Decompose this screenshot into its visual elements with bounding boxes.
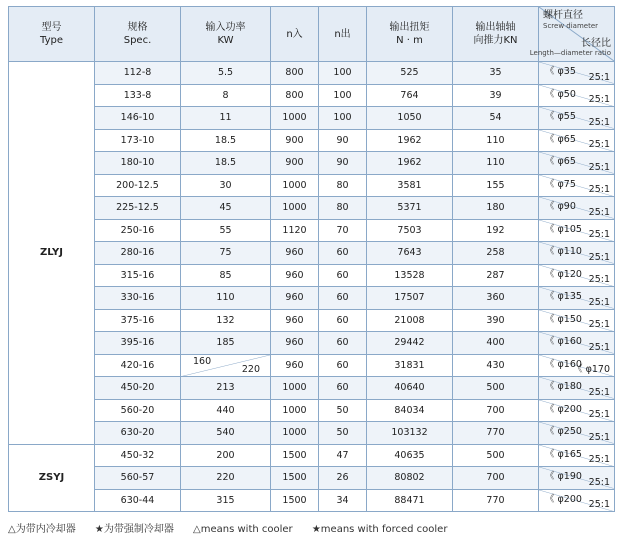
thrust-cell: 770	[453, 489, 539, 512]
power-cell: 220	[181, 467, 271, 490]
screw-diameter: 《 φ120	[545, 268, 582, 280]
spec-table	[8, 6, 615, 512]
length-diameter-ratio: 25:1	[588, 409, 610, 420]
n-out-cell: 47	[319, 444, 367, 467]
power-cell: 75	[181, 242, 271, 265]
power-cell: 440	[181, 399, 271, 422]
torque-cell: 1962	[367, 129, 453, 152]
table-row	[9, 107, 615, 130]
torque-cell: 31831	[367, 354, 453, 377]
header-spec-cn: 规格	[127, 22, 148, 33]
n-out-cell: 60	[319, 242, 367, 265]
length-diameter-ratio: 25:1	[588, 229, 610, 240]
screw-diameter: 《 φ50	[545, 88, 576, 100]
n-out-cell: 60	[319, 377, 367, 400]
spec-cell: 330-16	[95, 287, 181, 310]
torque-cell: 21008	[367, 309, 453, 332]
torque-cell: 1050	[367, 107, 453, 130]
length-diameter-ratio: 25:1	[588, 184, 610, 195]
n-out-cell: 50	[319, 422, 367, 445]
power-cell: 85	[181, 264, 271, 287]
screw-diameter: 《 φ200	[545, 493, 582, 505]
screw-diameter-a: 《 φ160	[545, 358, 582, 370]
spec-cell: 630-44	[95, 489, 181, 512]
screw-diameter: 《 φ135	[545, 291, 582, 302]
header-torque-cn: 输出扭矩	[389, 22, 430, 33]
screw-ratio-cell	[539, 489, 615, 512]
length-diameter-ratio: 25:1	[588, 499, 610, 510]
thrust-cell: 39	[453, 84, 539, 107]
screw-ratio-cell	[539, 467, 615, 490]
n-in-cell: 1120	[271, 219, 319, 242]
n-out-cell: 34	[319, 489, 367, 512]
n-out-cell: 70	[319, 219, 367, 242]
table-row	[9, 84, 615, 107]
length-diameter-ratio: 25:1	[588, 71, 610, 83]
thrust-cell: 35	[453, 62, 539, 85]
screw-diameter: 《 φ180	[545, 381, 582, 392]
screw-ratio-cell	[539, 152, 615, 175]
table-row	[9, 489, 615, 512]
header-n-out: n出	[319, 7, 367, 62]
spec-cell: 133-8	[95, 84, 181, 107]
header-power-cn: 输入功率	[205, 22, 246, 33]
length-diameter-ratio: 25:1	[588, 431, 610, 443]
thrust-cell: 700	[453, 467, 539, 490]
header-thrust	[453, 7, 539, 62]
n-out-cell: 100	[319, 62, 367, 85]
n-out-cell: 60	[319, 354, 367, 377]
note-cooler-cn: △为带内冷却器	[8, 524, 76, 535]
n-in-cell: 960	[271, 309, 319, 332]
screw-diameter: 《 φ150	[545, 313, 582, 325]
n-in-cell: 960	[271, 242, 319, 265]
n-in-cell: 1500	[271, 444, 319, 467]
length-diameter-ratio: 25:1	[588, 341, 610, 353]
n-out-cell: 80	[319, 174, 367, 197]
screw-ratio-cell	[539, 62, 615, 85]
table-body	[9, 62, 615, 512]
thrust-cell: 500	[453, 444, 539, 467]
n-out-cell: 100	[319, 107, 367, 130]
screw-ratio-cell	[539, 287, 615, 310]
length-diameter-ratio: 25:1	[588, 296, 610, 308]
thrust-cell: 770	[453, 422, 539, 445]
n-in-cell: 1000	[271, 377, 319, 400]
thrust-cell: 700	[453, 399, 539, 422]
torque-cell: 17507	[367, 287, 453, 310]
table-row	[9, 152, 615, 175]
torque-cell: 29442	[367, 332, 453, 355]
header-n-in: n入	[271, 7, 319, 62]
screw-diameter: 《 φ110	[545, 246, 582, 257]
screw-diameter: 《 φ65	[545, 133, 576, 145]
header-type-cn: 型号	[41, 22, 62, 33]
spec-cell: 375-16	[95, 309, 181, 332]
screw-ratio-cell	[539, 377, 615, 400]
thrust-cell: 180	[453, 197, 539, 220]
spec-cell: 420-16	[95, 354, 181, 377]
n-out-cell: 26	[319, 467, 367, 490]
spec-cell: 250-16	[95, 219, 181, 242]
thrust-cell: 500	[453, 377, 539, 400]
length-diameter-ratio: 25:1	[588, 454, 610, 465]
torque-cell: 525	[367, 62, 453, 85]
n-in-cell: 960	[271, 354, 319, 377]
power-cell: 8	[181, 84, 271, 107]
power-cell: 30	[181, 174, 271, 197]
n-out-cell: 90	[319, 129, 367, 152]
screw-diameter: 《 φ200	[545, 403, 582, 415]
power-cell: 5.5	[181, 62, 271, 85]
length-diameter-ratio: 25:1	[588, 251, 610, 263]
power-cell: 213	[181, 377, 271, 400]
n-out-cell: 60	[319, 332, 367, 355]
n-out-cell: 100	[319, 84, 367, 107]
screw-cell-split	[539, 354, 615, 377]
n-out-cell: 60	[319, 287, 367, 310]
header-type	[9, 7, 95, 62]
length-diameter-ratio: 25:1	[588, 476, 610, 488]
torque-cell: 13528	[367, 264, 453, 287]
thrust-cell: 54	[453, 107, 539, 130]
screw-diameter: 《 φ165	[545, 448, 582, 460]
torque-cell: 40640	[367, 377, 453, 400]
screw-diameter: 《 φ35	[545, 66, 576, 77]
spec-cell: 395-16	[95, 332, 181, 355]
length-diameter-ratio: 25:1	[588, 161, 610, 173]
n-in-cell: 960	[271, 287, 319, 310]
table-row	[9, 129, 615, 152]
torque-cell: 40635	[367, 444, 453, 467]
torque-cell: 7503	[367, 219, 453, 242]
screw-ratio-cell	[539, 242, 615, 265]
torque-cell: 3581	[367, 174, 453, 197]
spec-cell: 112-8	[95, 62, 181, 85]
header-row	[9, 7, 615, 62]
n-in-cell: 800	[271, 84, 319, 107]
spec-cell: 146-10	[95, 107, 181, 130]
torque-cell: 88471	[367, 489, 453, 512]
n-in-cell: 1000	[271, 174, 319, 197]
table-row	[9, 62, 615, 85]
length-diameter-ratio: 25:1	[588, 206, 610, 218]
power-value-b: 220	[241, 364, 260, 375]
screw-diameter-b: 《 φ170	[573, 364, 610, 375]
header-type-en: Type	[40, 35, 63, 46]
thrust-cell: 287	[453, 264, 539, 287]
note-forced-cooler-cn: ★为带强制冷却器	[94, 524, 174, 535]
screw-ratio-cell	[539, 309, 615, 332]
power-cell: 315	[181, 489, 271, 512]
screw-ratio-cell	[539, 197, 615, 220]
n-out-cell: 60	[319, 309, 367, 332]
header-screw-cn: 螺杆直径	[543, 10, 583, 21]
table-row	[9, 242, 615, 265]
torque-cell: 7643	[367, 242, 453, 265]
footnotes	[8, 520, 463, 535]
table-row	[9, 174, 615, 197]
screw-ratio-cell	[539, 107, 615, 130]
power-cell: 132	[181, 309, 271, 332]
spec-cell: 225-12.5	[95, 197, 181, 220]
screw-diameter: 《 φ55	[545, 111, 576, 122]
header-thrust-en: 向推力KN	[473, 35, 518, 46]
power-cell: 540	[181, 422, 271, 445]
screw-diameter: 《 φ90	[545, 201, 576, 212]
power-cell: 185	[181, 332, 271, 355]
table-row	[9, 287, 615, 310]
length-diameter-ratio: 25:1	[588, 116, 610, 128]
thrust-cell: 360	[453, 287, 539, 310]
screw-ratio-cell	[539, 129, 615, 152]
spec-cell: 280-16	[95, 242, 181, 265]
spec-cell: 200-12.5	[95, 174, 181, 197]
thrust-cell: 258	[453, 242, 539, 265]
header-ratio-en: Length—diameter ratio	[529, 49, 611, 57]
power-cell: 18.5	[181, 152, 271, 175]
length-diameter-ratio: 25:1	[588, 139, 610, 150]
n-in-cell: 960	[271, 332, 319, 355]
n-in-cell: 900	[271, 129, 319, 152]
thrust-cell: 400	[453, 332, 539, 355]
spec-cell: 450-32	[95, 444, 181, 467]
header-torque	[367, 7, 453, 62]
length-diameter-ratio: 25:1	[588, 274, 610, 285]
power-cell-split	[181, 354, 271, 377]
spec-cell: 450-20	[95, 377, 181, 400]
header-screw	[529, 7, 615, 62]
screw-ratio-cell	[539, 219, 615, 242]
n-in-cell: 1000	[271, 197, 319, 220]
table-row	[9, 219, 615, 242]
power-cell: 110	[181, 287, 271, 310]
screw-diameter: 《 φ160	[545, 336, 582, 347]
screw-diameter: 《 φ190	[545, 471, 582, 482]
torque-cell: 5371	[367, 197, 453, 220]
length-diameter-ratio: 25:1	[588, 319, 610, 330]
spec-sheet	[8, 6, 614, 512]
screw-ratio-cell	[539, 332, 615, 355]
spec-cell: 630-20	[95, 422, 181, 445]
table-row	[9, 467, 615, 490]
thrust-cell: 192	[453, 219, 539, 242]
screw-diameter: 《 φ75	[545, 178, 576, 190]
screw-ratio-cell	[539, 399, 615, 422]
n-out-cell: 50	[319, 399, 367, 422]
screw-diameter: 《 φ250	[545, 426, 582, 437]
n-in-cell: 1500	[271, 467, 319, 490]
n-in-cell: 1000	[271, 107, 319, 130]
table-row	[9, 264, 615, 287]
header-screw-en: Screw diameter	[543, 22, 599, 30]
header-torque-en: N · m	[396, 35, 423, 46]
table-row	[9, 377, 615, 400]
screw-ratio-cell	[539, 264, 615, 287]
header-power-en: KW	[217, 35, 234, 46]
note-forced-cooler-en: ★means with forced cooler	[311, 524, 448, 535]
table-row	[9, 332, 615, 355]
table-row	[9, 422, 615, 445]
n-in-cell: 1000	[271, 399, 319, 422]
power-cell: 45	[181, 197, 271, 220]
n-in-cell: 1500	[271, 489, 319, 512]
table-row	[9, 197, 615, 220]
header-spec-en: Spec.	[123, 35, 152, 46]
torque-cell: 84034	[367, 399, 453, 422]
length-diameter-ratio: 25:1	[588, 386, 610, 398]
thrust-cell: 155	[453, 174, 539, 197]
table-row	[9, 399, 615, 422]
screw-ratio-cell	[539, 422, 615, 445]
n-out-cell: 80	[319, 197, 367, 220]
spec-cell: 560-57	[95, 467, 181, 490]
power-cell: 200	[181, 444, 271, 467]
table-row	[9, 309, 615, 332]
screw-ratio-cell	[539, 174, 615, 197]
length-diameter-ratio: 25:1	[588, 94, 610, 105]
header-power	[181, 7, 271, 62]
table-row	[9, 444, 615, 467]
power-cell: 55	[181, 219, 271, 242]
power-cell: 11	[181, 107, 271, 130]
spec-cell: 315-16	[95, 264, 181, 287]
header-thrust-cn: 输出轴轴	[475, 22, 516, 33]
torque-cell: 764	[367, 84, 453, 107]
type-cell: ZLYJ	[9, 62, 95, 445]
n-in-cell: 960	[271, 264, 319, 287]
torque-cell: 80802	[367, 467, 453, 490]
n-in-cell: 800	[271, 62, 319, 85]
spec-cell: 180-10	[95, 152, 181, 175]
screw-ratio-cell	[539, 444, 615, 467]
thrust-cell: 430	[453, 354, 539, 377]
torque-cell: 103132	[367, 422, 453, 445]
header-ratio-cn: 长径比	[581, 38, 611, 49]
screw-diameter: 《 φ105	[545, 223, 582, 235]
table-row	[9, 354, 615, 377]
screw-diameter: 《 φ65	[545, 156, 576, 167]
n-out-cell: 60	[319, 264, 367, 287]
screw-ratio-cell	[539, 84, 615, 107]
n-in-cell: 900	[271, 152, 319, 175]
power-cell: 18.5	[181, 129, 271, 152]
thrust-cell: 110	[453, 152, 539, 175]
thrust-cell: 110	[453, 129, 539, 152]
n-out-cell: 90	[319, 152, 367, 175]
note-cooler-en: △means with cooler	[193, 524, 293, 535]
n-in-cell: 1000	[271, 422, 319, 445]
torque-cell: 1962	[367, 152, 453, 175]
spec-cell: 173-10	[95, 129, 181, 152]
power-value-a: 160	[193, 355, 212, 367]
header-spec	[95, 7, 181, 62]
type-cell: ZSYJ	[9, 444, 95, 512]
thrust-cell: 390	[453, 309, 539, 332]
spec-cell: 560-20	[95, 399, 181, 422]
